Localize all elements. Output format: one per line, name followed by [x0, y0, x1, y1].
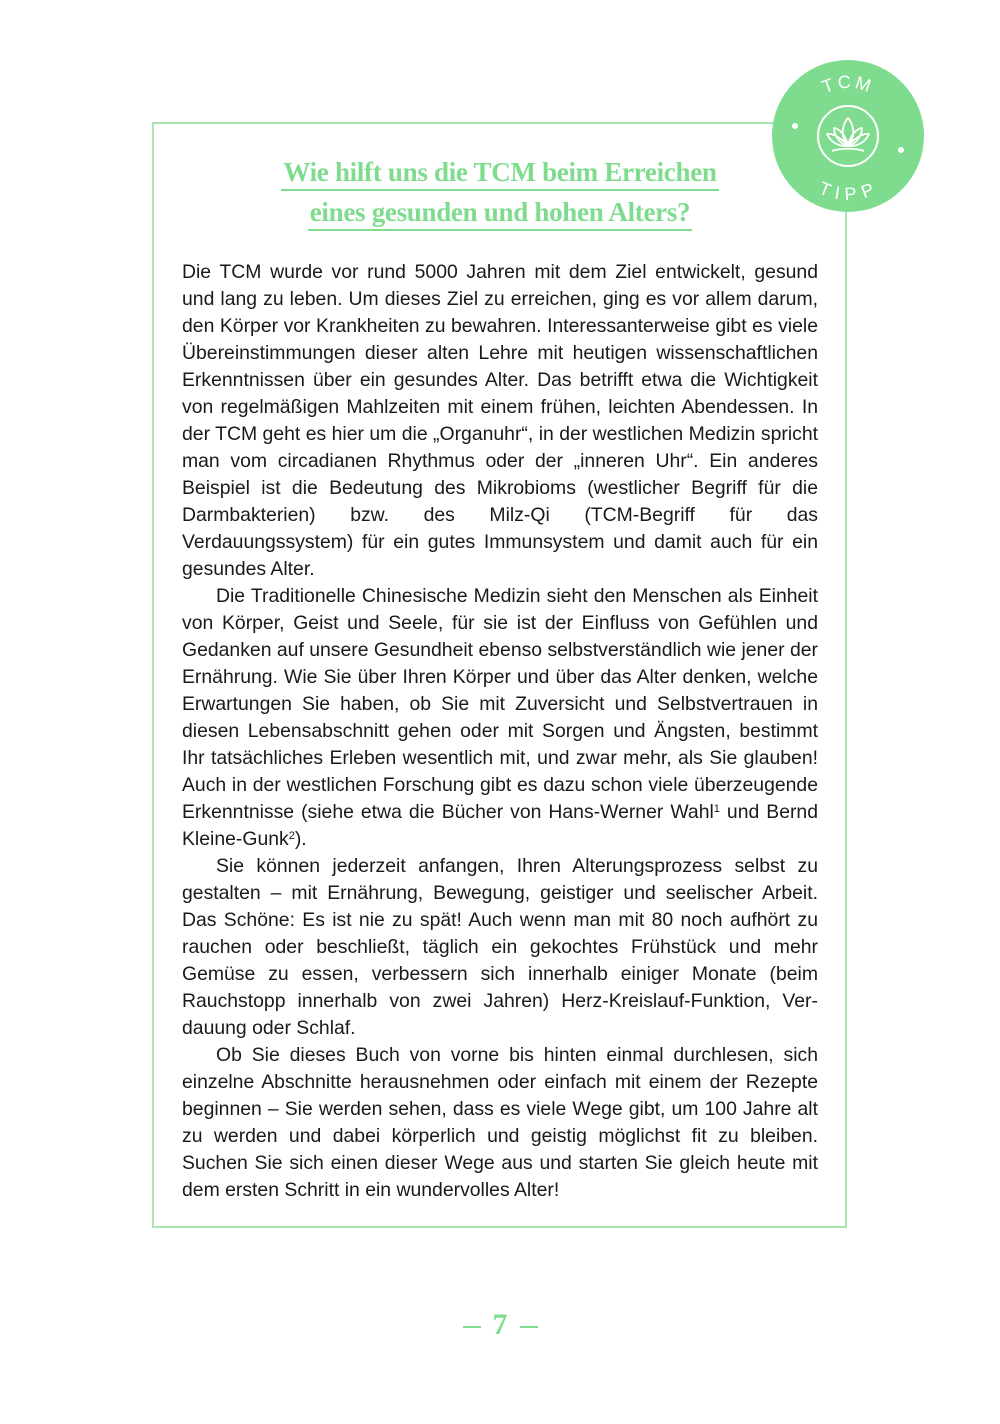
paragraph-2 [182, 583, 818, 853]
paragraph-4: Ob Sie dieses Buch von vorne bis hinten einmal durchlesen, sich einzelne Abschnitte herausnehmen oder einfach mit einem der Rezepte beginnen – Sie werden sehen, dass es viele Wege gibt, um 100 Jahre alt zu werden und dabei körperlich und geistig möglichst fit zu bleiben. Suchen Sie sich einen dieser Wege aus und starten Sie gleich heute mit dem ersten Schritt in ein wundervolles Alter! [182, 1044, 818, 1201]
paragraph-2-mid: und Bernd Kleine-Gunk [182, 801, 819, 850]
badge-top-text: TCM [819, 71, 877, 98]
footnote-ref-2: 2 [288, 830, 295, 842]
page-number-dash-left [463, 1326, 481, 1328]
title-line-1: Wie hilft uns die TCM beim Erreichen [281, 155, 718, 191]
badge-bottom-text: TIPP [816, 177, 880, 205]
page-number-dash-right [520, 1326, 538, 1328]
page-number [0, 1308, 1000, 1342]
page-number-value: 7 [492, 1308, 508, 1341]
paragraph-2-main: Die Traditionelle Chinesische Medizin sieht den Menschen als Einheit von Körper, Geist und Seele, für sie ist der Einfluss von Gefühlen und Gedanken auf unsere Gesundheit ebenso selbstverständlich wie jener der Ernährung. Wie Sie über Ihren Körper und über das Alter denken, welche Erwartungen Sie haben, ob Sie mit Zuversicht und Selbstvertrauen in diesen Lebensabschnitt gehen oder mit Sorgen und Ängsten, bestimmt Ihr tatsächliches Erleben wesentlich mit, und zwar mehr, als Sie glauben! Auch in der westlichen Forschung gibt es dazu schon viele überzeugende Erkenntnisse (siehe etwa die Bücher von Hans-Werner Wahl [182, 585, 818, 823]
paragraph-2-end: ). [294, 828, 307, 850]
page-title [190, 152, 810, 232]
badge-dot-right [898, 147, 904, 153]
footnote-ref-1: 1 [713, 803, 720, 815]
title-line-2: eines gesunden und hohen Alters? [308, 195, 693, 231]
body-text [182, 259, 818, 1204]
paragraph-3: Sie können jederzeit anfangen, Ihren Alterungsprozess selbst zu gestalten – mit Ernährung, Bewegung, geistiger und seelischer Arbeit. Das Schöne: Es ist nie zu spät! Auch wenn man mit 80 noch aufhört zu rauchen oder beschließt, täglich ein gekochtes Frühstück und mehr Gemüse zu essen, verbessern sich innerhalb einiger Monate (beim Rauchstopp innerhalb von zwei Jahren) Herz-Kreislauf-Funktion, Verdauung oder Schlaf. [182, 855, 818, 1039]
paragraph-1: Die TCM wurde vor rund 5000 Jahren mit dem Ziel entwickelt, gesund und lang zu leben. Um dieses Ziel zu erreichen, ging es vor allem darum, den Körper vor Krankheiten zu bewahren. Interessanterweise gibt es viele Übereinstimmungen dieser alten Lehre mit heutigen wissenschaftlichen Erkenntnissen über ein gesundes Alter. Das betrifft etwa die Wichtigkeit von regelmäßigen Mahlzeiten mit einem frühen, leichten Abendessen. In der TCM geht es hier um die „Organuhr“, in der westlichen Medizin spricht man vom circadianen Rhythmus oder der „inneren Uhr“. Ein anderes Beispiel ist die Bedeutung des Mikrobioms (westlicher Begriff für die Darmbakterien) bzw. des Milz-Qi (TCM-Begriff für das Verdauungssystem) für ein gutes Immunsystem und damit auch für ein gesundes Alter. [182, 261, 818, 580]
badge-dot-left [792, 123, 798, 129]
